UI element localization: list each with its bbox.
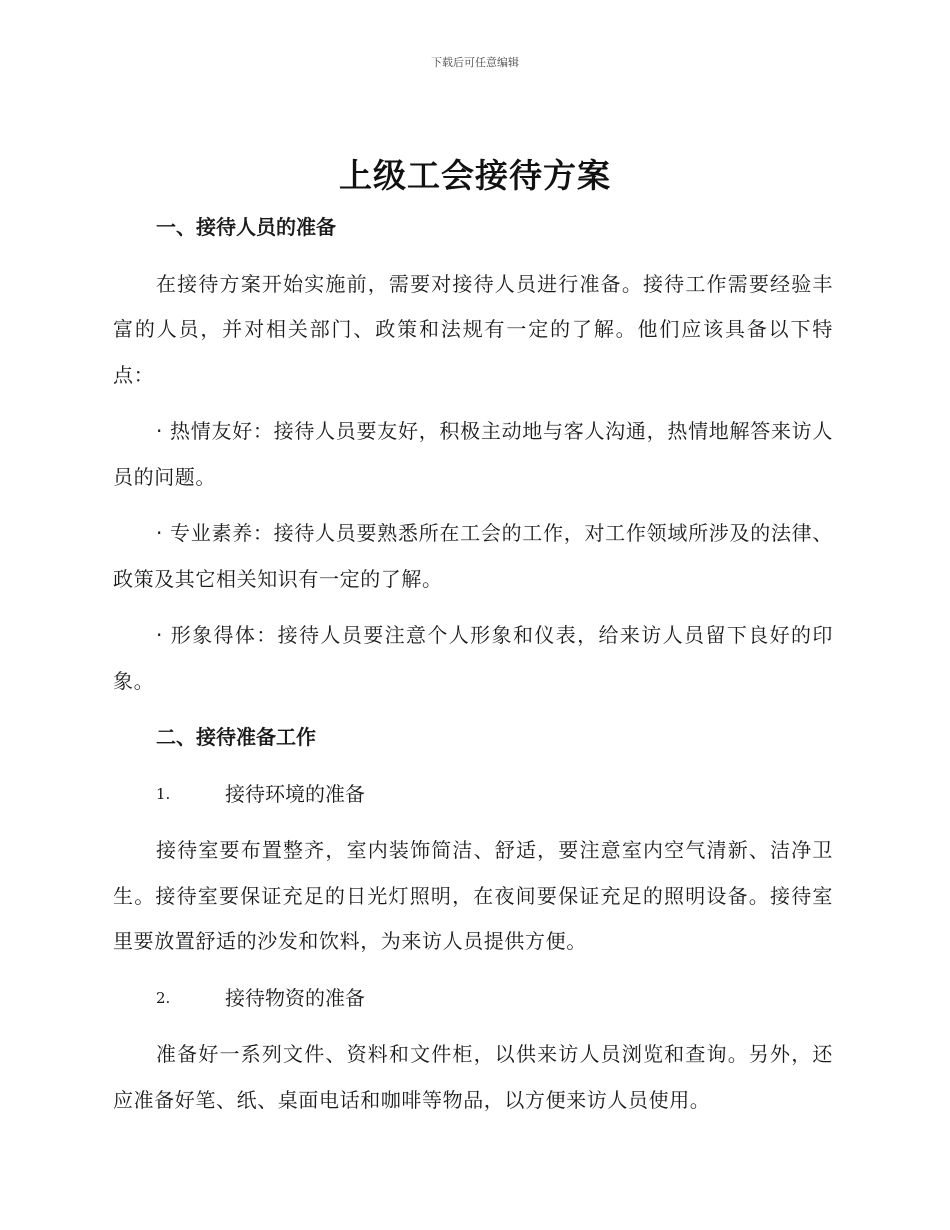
section1-intro: 在接待方案开始实施前，需要对接待人员进行准备。接待工作需要经验丰富的人员，并对相关部门、政策和法规有一定的了解。他们应该具备以下特点：	[113, 271, 833, 387]
section-heading-2: 二、接待准备工作	[156, 725, 316, 749]
bullet-item: · 形象得体：接待人员要注意个人形象和仪表，给来访人员留下良好的印象。	[113, 623, 833, 693]
bullet-item: · 热情友好：接待人员要友好，积极主动地与客人沟通，热情地解答来访人员的问题。	[113, 419, 833, 489]
bullet-item: · 专业素养：接待人员要熟悉所在工会的工作，对工作领域所涉及的法律、政策及其它相关知识有一定的了解。	[113, 521, 833, 591]
document-title: 上级工会接待方案	[339, 156, 611, 195]
item-number: 2.	[156, 988, 171, 1007]
document-body	[113, 205, 833, 1134]
item-title: 接待物资的准备	[225, 985, 365, 1010]
numbered-subheading	[113, 976, 833, 1022]
item-body: 接待室要布置整齐，室内装饰简洁、舒适，要注意室内空气清新、洁净卫生。接待室要保证充足的日光灯照明，在夜间要保证充足的照明设备。接待室里要放置舒适的沙发和饮料，为来访人员提供方便。	[113, 838, 833, 953]
numbered-subheading	[113, 772, 833, 818]
header-note: 下载后可任意编辑	[431, 56, 519, 69]
section-heading-1: 一、接待人员的准备	[156, 215, 336, 239]
item-number: 1.	[156, 784, 171, 803]
item-title: 接待环境的准备	[225, 781, 365, 806]
item-body: 准备好一系列文件、资料和文件柜，以供来访人员浏览和查询。另外，还应准备好笔、纸、桌面电话和咖啡等物品，以方便来访人员使用。	[113, 1042, 833, 1112]
